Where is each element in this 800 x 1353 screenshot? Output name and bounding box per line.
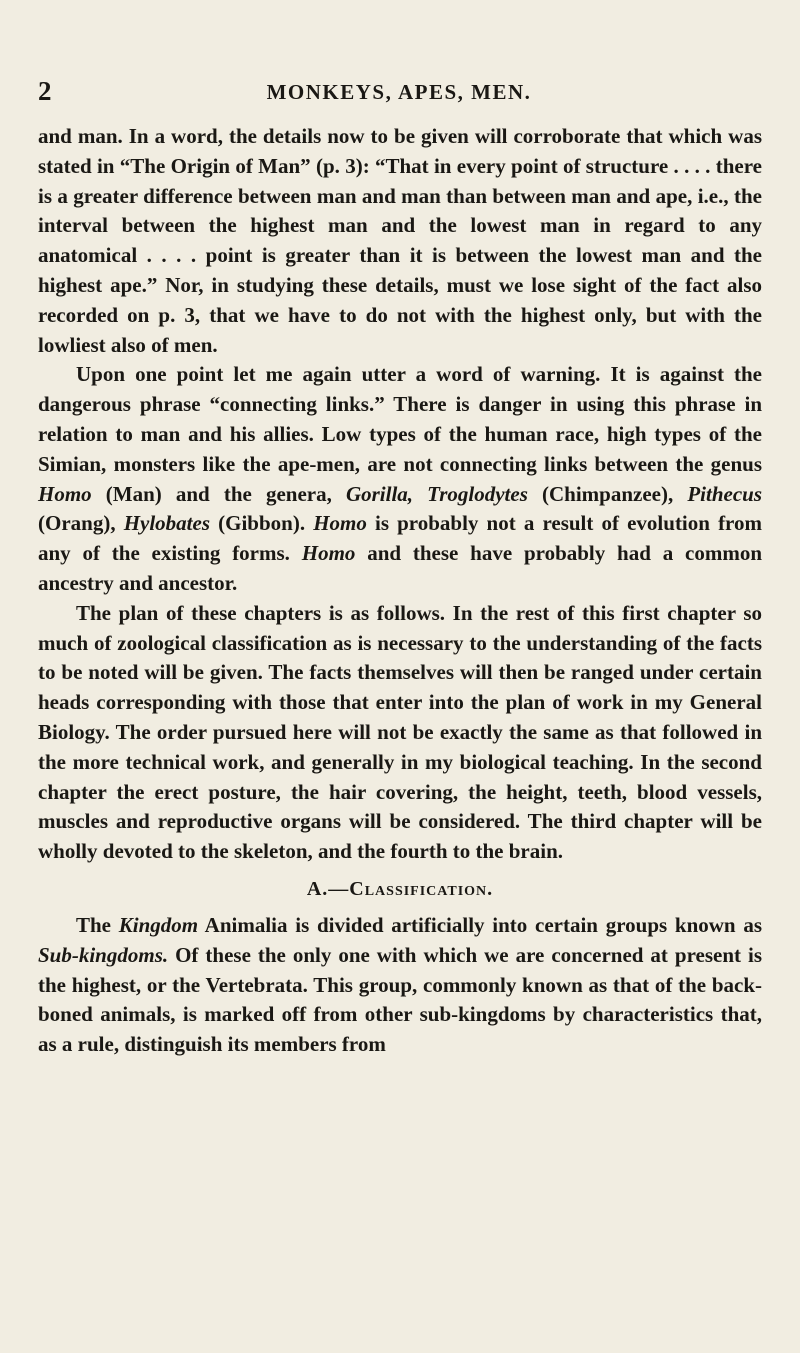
paragraph-3: The plan of these chapters is as follows. In the rest of this first chapter so much of zoological classification as is necessary to the understanding of the facts to be noted will be given. The facts themselves will then be ranged under certain heads corresponding with those that enter into the plan of work in my General Biology. The order pursued here will not be exactly the same as that followed in the more technical work, and generally in my biological teaching. In the second chapter the erect posture, the hair covering, the height, teeth, blood vessels, muscles and reproductive organs will be considered. The third chapter will be wholly devoted to the skeleton, and the fourth to the brain. [38, 600, 762, 864]
text-run: (Orang), [38, 511, 124, 536]
italic-term: Gorilla, Troglodytes [345, 481, 528, 506]
page-header [38, 74, 760, 108]
page-number: 2 [38, 76, 52, 106]
paragraph-4 [38, 911, 762, 1060]
section-heading: A.—Classification. [306, 877, 494, 900]
italic-term: Homo [38, 481, 92, 506]
text-run: (Gibbon). [210, 511, 314, 536]
italic-term: Sub-kingdoms. [38, 942, 169, 967]
italic-term: Hylobates [123, 511, 211, 536]
text-run: Upon one point let me again utter a word of warning. It is against the dangerous phrase “connecting links.” There is danger in using this phrase in relation to man and his allies. Low types of the human race, high types of the Simian, monsters like the ape-men, are not connecting links between the genus [38, 362, 762, 476]
text-run: (Man) and the genera, [91, 481, 346, 506]
running-head: MONKEYS, APES, MEN. [266, 80, 532, 104]
text-run: Animalia is divided artificially into certain groups known as [198, 912, 763, 937]
paragraph-1: and man. In a word, the details now to be given will corroborate that which was stated in “The Origin of Man” (p. 3): “That in every point of structure . . . . there is a greater difference between man and man than between man and ape, i.e., the interval between the highest man and the lowest man in regard to any anatomical . . . . point is greater than it is between the lowest man and the highest ape.” Nor, in studying these details, must we lose sight of the fact also recorded on p. 3, that we have to do not with the highest only, but with the lowliest also of men. [38, 124, 762, 357]
text-run: (Chimpanzee), [527, 481, 688, 506]
italic-term: Kingdom [118, 912, 199, 937]
italic-term: Homo [301, 541, 356, 566]
text-run: Of these the only one with which we are concerned at present is the highest, or the Vertebrata. This group, commonly known as that of the back-boned animals, is marked off from other sub-kingdoms by characteristics that, as a rule, distinguish its members from [38, 942, 762, 1057]
text-run: The [76, 912, 119, 937]
italic-term: Pithecus [687, 481, 762, 506]
page-body [38, 122, 762, 1060]
text-run: is probably not a result of evolution from any of the existing forms. [38, 511, 762, 566]
text-run: and these have probably had a common ancestry and ancestor. [38, 541, 762, 595]
italic-term: Homo [313, 511, 367, 536]
paragraph-2 [38, 360, 762, 598]
